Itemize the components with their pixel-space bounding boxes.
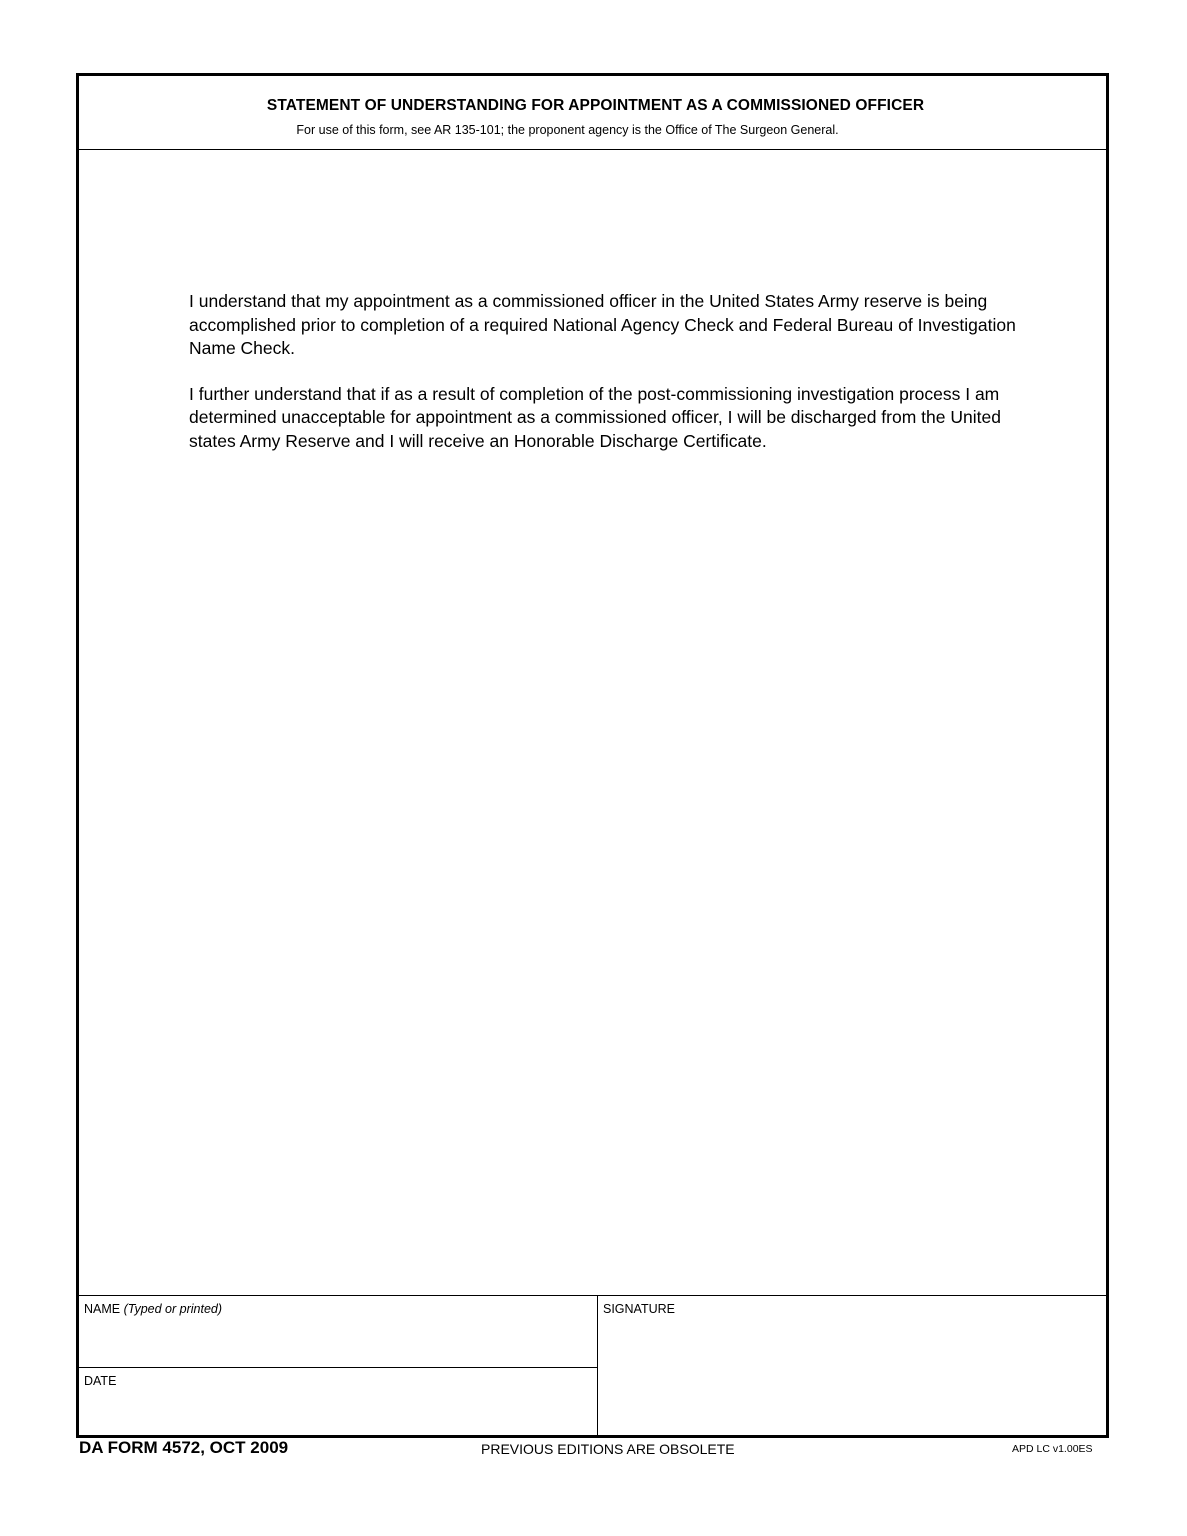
date-label: DATE [84, 1374, 117, 1388]
name-field[interactable] [79, 1296, 598, 1368]
form-id: DA FORM 4572, OCT 2009 [79, 1438, 289, 1457]
name-hint: (Typed or printed) [123, 1302, 223, 1316]
statement-paragraph-1: I understand that my appointment as a commissioned officer in the United States Army reserve is being accomplished prior to completion of a required National Agency Check and Federal Bureau of Investigation Name Check. [189, 291, 1016, 358]
date-field[interactable] [79, 1368, 598, 1438]
obsolete-note: PREVIOUS EDITIONS ARE OBSOLETE [481, 1441, 735, 1457]
form-header [79, 76, 1106, 150]
signature-label: SIGNATURE [603, 1302, 675, 1316]
signature-field[interactable] [598, 1296, 1108, 1438]
statement-body [189, 290, 1029, 475]
version-label: APD LC v1.00ES [1012, 1443, 1093, 1455]
form-frame [76, 73, 1109, 1438]
signature-block [79, 1295, 1106, 1438]
name-field-label [84, 1302, 222, 1316]
statement-paragraph-2: I further understand that if as a result of completion of the post-commissioning investigation process I am determined unacceptable for appointment as a commissioned officer, I will be discharged from the United states Army Reserve and I will receive an Honorable Discharge Certificate. [189, 383, 1001, 451]
form-subtitle: For use of this form, see AR 135-101; the proponent agency is the Office of The Surgeon General. [296, 123, 839, 137]
name-label: NAME [84, 1302, 121, 1316]
form-title: STATEMENT OF UNDERSTANDING FOR APPOINTMENT AS A COMMISSIONED OFFICER [266, 97, 925, 114]
